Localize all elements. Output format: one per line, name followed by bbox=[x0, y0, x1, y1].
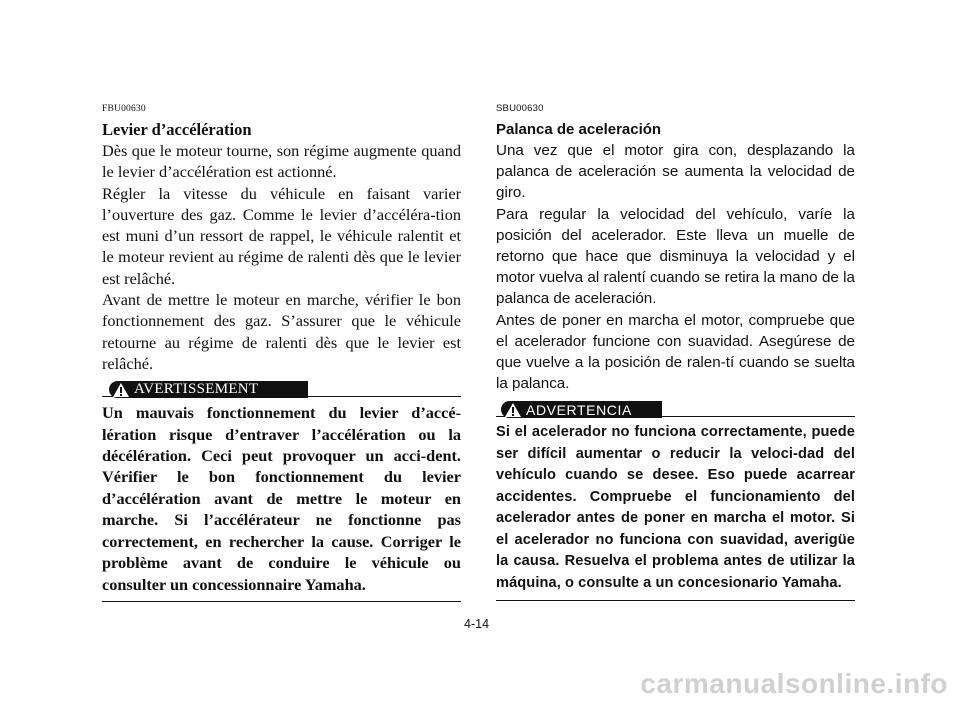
page-number: 4-14 bbox=[464, 617, 490, 631]
body-paragraph: Una vez que el motor gira con, desplazando la palanca de aceleración se aumenta la velocidad de giro. bbox=[496, 142, 855, 202]
body-paragraph: Para regular la velocidad del vehículo, varíe la posición del acelerador. Este lleva un muelle de retorno que hace que disminuya la velocidad y el motor vuelva al ralentí cuando se retira la mano de la palanca de aceleración. bbox=[496, 205, 855, 308]
warning-label: AVERTISSEMENT bbox=[134, 381, 259, 398]
warning-badge bbox=[109, 381, 308, 398]
warning-label: ADVERTENCIA bbox=[526, 401, 632, 418]
section-title: Palanca de aceleración bbox=[496, 121, 662, 138]
warning-text: Un mauvais fonctionnement du levier d’accé-lération risque d’entraver l’accélération ou la décélération. Ceci peut provoquer un acci-dent. Vérifier le bon fonctionnement du levier d’accélération avant de mettre le moteur en marche. Si l’accélérateur ne fonctionne pas correctement, en rechercher la cause. Corriger le problème avant de conduire le véhicule ou consulter un concessionnaire Yamaha. bbox=[102, 403, 461, 594]
warning-end-rule bbox=[496, 600, 855, 601]
warning-triangle-icon bbox=[112, 382, 130, 398]
body-paragraph: Dès que le moteur tourne, son régime augmente quand le levier d’accélération est actionné. bbox=[102, 141, 461, 182]
warning-triangle-icon bbox=[504, 402, 522, 418]
body-paragraph: Antes de poner en marcha el motor, compruebe que el acelerador funcione con suavidad. Asegúrese de que vuelve a la posición de ralen-tí cuando se suelta la palanca. bbox=[496, 311, 855, 393]
section-code: SBU00630 bbox=[496, 103, 544, 114]
section-code: FBU00630 bbox=[102, 104, 146, 114]
watermark: carmanualsonline.info bbox=[640, 668, 948, 699]
body-paragraph: Régler la vitesse du véhicule en faisant varier l’ouverture des gaz. Comme le levier d’accéléra-tion est muni d’un ressort de rappel, le véhicule ralentit et le moteur revient au régime de ralenti dès que le levier est relâché. bbox=[102, 183, 461, 288]
warning-text: Si el acelerador no funciona correctamente, puede ser difícil aumentar o reducir la veloci-dad del vehículo cuando se desee. Eso puede acarrear accidentes. Compruebe el funcionamiento del acelerador antes de poner en marcha el motor. Si el acelerador no funciona con suavidad, averigüe la causa. Resuelva el problema antes de utilizar la máquina, o consulte a un concesionario Yamaha. bbox=[496, 424, 855, 591]
french-column bbox=[102, 103, 461, 602]
warning-header bbox=[496, 398, 855, 418]
section-title: Levier d’accélération bbox=[102, 120, 252, 139]
spanish-column bbox=[496, 103, 855, 601]
warning-end-rule bbox=[102, 601, 461, 602]
warning-badge bbox=[501, 401, 662, 418]
warning-header bbox=[102, 378, 461, 398]
body-paragraph: Avant de mettre le moteur en marche, vérifier le bon fonctionnement des gaz. S’assurer que le véhicule retourne au régime de ralenti dès que le levier est relâché. bbox=[102, 290, 461, 373]
